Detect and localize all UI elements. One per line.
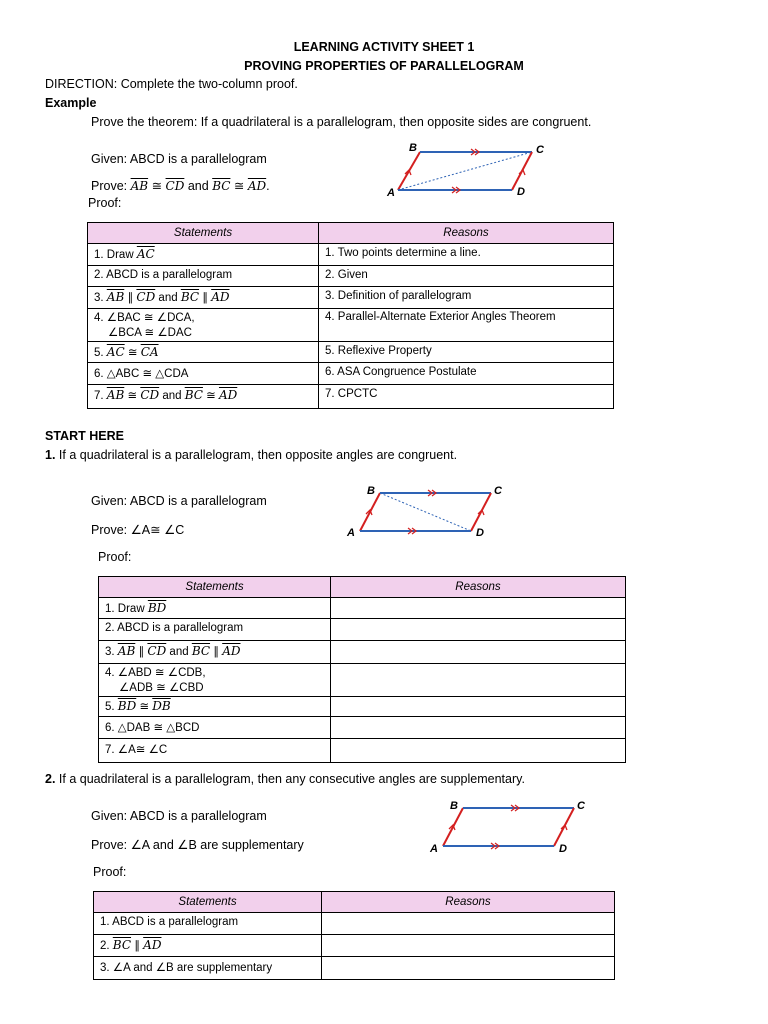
statement-text: ∥: [131, 940, 144, 952]
statement-text: ∥: [135, 646, 148, 658]
q1-number: 1.: [45, 448, 56, 462]
segment: $\overline{BC}$: [112, 938, 132, 952]
reason-answer-cell[interactable]: [331, 641, 626, 664]
statement-text: ≅: [202, 390, 219, 402]
statement-text: and: [166, 646, 192, 658]
segment: $\overline{AB}$: [117, 644, 136, 658]
table-header-row: [94, 892, 615, 913]
vertex-d: D: [559, 843, 567, 855]
segment: $\overline{CD}$: [140, 388, 160, 402]
example-parallelogram-diagram: [385, 140, 555, 202]
example-proof-table: [87, 222, 614, 409]
table-row: [99, 739, 626, 763]
vertex-a: A: [387, 187, 395, 199]
segment: $\overline{AD}$: [218, 388, 238, 402]
statement-text: ∥: [210, 646, 223, 658]
q2-statement: [45, 772, 525, 786]
reason-answer-cell[interactable]: [322, 935, 615, 957]
segment: $\overline{CA}$: [140, 345, 159, 359]
side-cd: [554, 808, 574, 846]
reason-cell: 4. Parallel-Alternate Exterior Angles Theorem: [319, 309, 614, 342]
vertex-b: B: [367, 485, 375, 497]
reasons-header: Reasons: [331, 577, 626, 598]
segment: $\overline{DB}$: [152, 699, 171, 713]
diagonal-bd: [380, 493, 471, 531]
segment: $\overline{AC}$: [136, 247, 155, 261]
statement-text: 5.: [105, 701, 118, 713]
q2-parallelogram-diagram: [428, 797, 593, 855]
statement-text: ≅: [124, 390, 141, 402]
statement-text: 1. Draw: [105, 603, 148, 615]
statement-cell: 7. ∠A≅ ∠C: [99, 739, 331, 763]
table-row: [99, 641, 626, 664]
table-row: [88, 244, 614, 266]
q2-number: 2.: [45, 772, 56, 786]
q1-proof-label: Proof:: [98, 550, 132, 564]
segment: $\overline{BC}$: [184, 388, 203, 402]
table-row: [88, 342, 614, 363]
table-row: [99, 619, 626, 641]
table-row: [94, 957, 615, 980]
table-row: [88, 266, 614, 287]
q1-statement: [45, 448, 457, 462]
statement-cell: 6. △ABC ≅ △CDA: [88, 363, 319, 385]
q2-text: If a quadrilateral is a parallelogram, then any consecutive angles are supplementary.: [55, 772, 525, 786]
congruent-symbol: ≅: [151, 179, 163, 193]
segment: $\overline{AB}$: [106, 388, 125, 402]
vertex-c: C: [494, 485, 502, 497]
statement-text: 7.: [94, 390, 107, 402]
statement-text: ∠BCA ≅ ∠DAC: [108, 327, 192, 339]
segment: $\overline{BC}$: [191, 644, 211, 658]
table-row: [88, 385, 614, 409]
side-ab: [360, 493, 380, 531]
example-theorem: Prove the theorem: If a quadrilateral is a parallelogram, then opposite sides are congruent.: [91, 115, 592, 129]
segment: $\overline{AC}$: [106, 345, 125, 359]
segment: $\overline{BC}$: [180, 290, 200, 304]
q1-prove: Prove: ∠A≅ ∠C: [91, 523, 185, 537]
statements-header: Statements: [88, 223, 319, 244]
prove-prefix: Prove:: [91, 179, 131, 193]
reason-answer-cell[interactable]: [331, 619, 626, 641]
side-cd: [471, 493, 491, 531]
table-header-row: [99, 577, 626, 598]
example-prove: Prove: $\overline{AB}$ ≅ $\overline{CD}$ and $\overline{BC}$ ≅ $\overline{AD}$.: [91, 179, 270, 193]
reason-cell: 5. Reflexive Property: [319, 342, 614, 363]
reasons-header: Reasons: [322, 892, 615, 913]
segment-ad: $\overline{AD}$: [247, 179, 267, 193]
q1-parallelogram-diagram: [345, 482, 510, 540]
segment: $\overline{BD}$: [147, 601, 167, 615]
sheet-title: LEARNING ACTIVITY SHEET 1: [293, 40, 475, 54]
example-label: Example: [45, 96, 97, 110]
reason-answer-cell[interactable]: [322, 957, 615, 980]
statement-text: ∠ADB ≅ ∠CBD: [119, 682, 204, 694]
segment: $\overline{CD}$: [147, 644, 167, 658]
statement-cell: 2. ABCD is a parallelogram: [99, 619, 331, 641]
reason-answer-cell[interactable]: [331, 717, 626, 739]
vertex-d: D: [476, 527, 484, 539]
diagonal-ac: [398, 152, 532, 190]
vertex-b: B: [409, 142, 417, 154]
table-row: [99, 717, 626, 739]
table-row: [99, 598, 626, 619]
table-row: [88, 287, 614, 309]
vertex-d: D: [517, 186, 525, 198]
segment-bc: $\overline{BC}$: [212, 179, 231, 193]
example-proof-label: Proof:: [88, 196, 122, 210]
reason-cell: 2. Given: [319, 266, 614, 287]
and-word: and: [187, 179, 209, 193]
reason-answer-cell[interactable]: [331, 664, 626, 697]
example-given: Given: ABCD is a parallelogram: [91, 152, 267, 166]
segment: $\overline{AD}$: [222, 644, 241, 658]
statement-text: 4. ∠ABD ≅ ∠CDB,: [105, 667, 206, 679]
q1-proof-table: [98, 576, 626, 763]
statements-header: Statements: [94, 892, 322, 913]
table-row: [88, 363, 614, 385]
statement-text: and: [159, 390, 185, 402]
reason-answer-cell[interactable]: [331, 598, 626, 619]
table-row: [88, 309, 614, 342]
statement-text: ∥: [124, 292, 137, 304]
segment-cd: $\overline{CD}$: [165, 179, 185, 193]
segment-ab: $\overline{AB}$: [130, 179, 149, 193]
statement-text: ≅: [124, 347, 141, 359]
statement-text: 4. ∠BAC ≅ ∠DCA,: [94, 312, 195, 324]
q2-proof-table: [93, 891, 615, 980]
start-here-label: START HERE: [45, 429, 124, 443]
segment: $\overline{AD}$: [211, 290, 230, 304]
reason-cell: 6. ASA Congruence Postulate: [319, 363, 614, 385]
congruent-symbol: ≅: [233, 179, 245, 193]
statement-text: ∥: [199, 292, 212, 304]
reason-answer-cell[interactable]: [322, 913, 615, 935]
segment: $\overline{BD}$: [117, 699, 137, 713]
statement-text: 1. Draw: [94, 249, 137, 261]
table-row: [94, 935, 615, 957]
table-row: [99, 664, 626, 697]
statement-cell: 6. △DAB ≅ △BCD: [99, 717, 331, 739]
statement-cell: 3. ∠A and ∠B are supplementary: [94, 957, 322, 980]
sheet-subtitle: PROVING PROPERTIES OF PARALLELOGRAM: [244, 59, 524, 73]
vertex-a: A: [430, 843, 438, 855]
reason-cell: 7. CPCTC: [319, 385, 614, 409]
statement-text: 3.: [94, 292, 107, 304]
statements-header: Statements: [99, 577, 331, 598]
statement-text: 2.: [100, 940, 113, 952]
vertex-c: C: [536, 144, 544, 156]
statement-text: 3.: [105, 646, 118, 658]
side-ab: [443, 808, 463, 846]
table-row: [99, 697, 626, 717]
q2-proof-label: Proof:: [93, 865, 127, 879]
reasons-header: Reasons: [319, 223, 614, 244]
reason-answer-cell[interactable]: [331, 697, 626, 717]
segment: $\overline{AB}$: [106, 290, 125, 304]
statement-cell: 1. ABCD is a parallelogram: [94, 913, 322, 935]
statement-text: 5.: [94, 347, 107, 359]
vertex-a: A: [347, 527, 355, 539]
vertex-b: B: [450, 800, 458, 812]
direction-text: DIRECTION: Complete the two-column proof.: [45, 77, 298, 91]
statement-text: ≅: [136, 701, 153, 713]
segment: $\overline{AD}$: [143, 938, 162, 952]
q2-given: Given: ABCD is a parallelogram: [91, 809, 267, 823]
reason-cell: 3. Definition of parallelogram: [319, 287, 614, 309]
reason-cell: 1. Two points determine a line.: [319, 244, 614, 266]
table-row: [94, 913, 615, 935]
table-header-row: [88, 223, 614, 244]
q2-prove: Prove: ∠A and ∠B are supplementary: [91, 838, 304, 852]
segment: $\overline{CD}$: [136, 290, 156, 304]
statement-cell: 2. ABCD is a parallelogram: [88, 266, 319, 287]
reason-answer-cell[interactable]: [331, 739, 626, 763]
vertex-c: C: [577, 800, 585, 812]
q1-given: Given: ABCD is a parallelogram: [91, 494, 267, 508]
q1-text: If a quadrilateral is a parallelogram, then opposite angles are congruent.: [55, 448, 458, 462]
statement-text: and: [155, 292, 181, 304]
